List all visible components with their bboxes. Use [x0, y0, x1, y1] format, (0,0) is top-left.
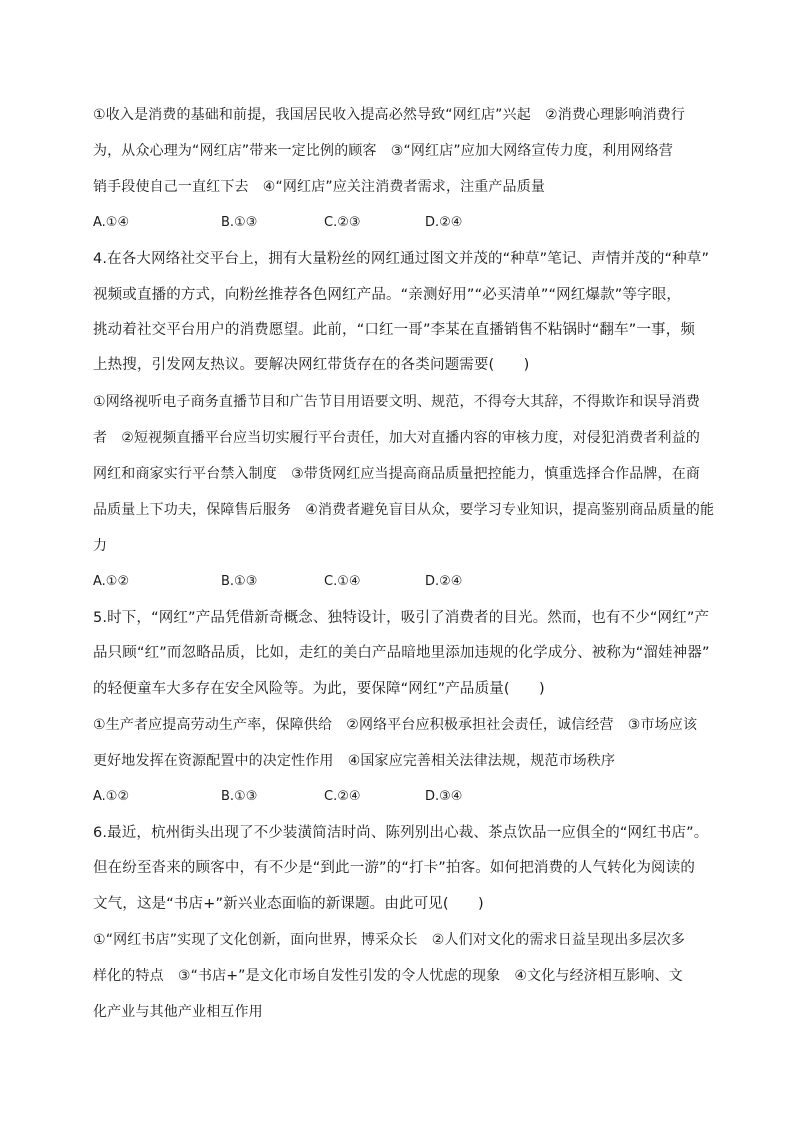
q3-option-d[interactable]: D.②④	[425, 215, 463, 230]
q4-stem-line: 挑动着社交平台用户的消费愿望。此前，“口红一哥”李某在直播销售不粘锅时“翻车”一事，频	[93, 322, 695, 338]
q4-option-b[interactable]: B.①③	[221, 574, 258, 589]
q3-statement-line: 销手段使自己一直红下去 ④“网红店”应关注消费者需求，注重产品质量	[93, 179, 546, 195]
q4-statement-line: 者 ②短视频直播平台应当切实履行平台责任，加大对直播内容的审核力度，对侵犯消费者利益的	[93, 430, 700, 446]
q3-option-b[interactable]: B.①③	[221, 215, 258, 230]
q5-stem-line: 5.时下，“网红”产品凭借新奇概念、独特设计，吸引了消费者的目光。然而，也有不少“网红”产	[93, 610, 710, 626]
q3-option-a[interactable]: A.①④	[93, 215, 130, 230]
q6-statement-line: 化产业与其他产业相互作用	[93, 1004, 263, 1020]
q4-stem-line: 视频或直播的方式，向粉丝推荐各色网红产品。“亲测好用”“必买清单”“网红爆款”等字眼，	[93, 287, 682, 303]
q6-stem-line: 但在纷至沓来的顾客中，有不少是“到此一游”的“打卡”拍客。如何把消费的人气转化为阅读的	[93, 860, 695, 876]
q5-option-a[interactable]: A.①②	[93, 789, 130, 804]
q4-statement-line: 品质量上下功夫，保障售后服务 ④消费者避免盲目从众，要学习专业知识，提高鉴别商品质量的能	[93, 502, 715, 518]
q5-option-b[interactable]: B.①③	[221, 789, 258, 804]
q3-statement-line: ①收入是消费的基础和前提，我国居民收入提高必然导致“网红店”兴起 ②消费心理影响消费行	[93, 107, 686, 123]
q4-option-d[interactable]: D.②④	[425, 574, 463, 589]
q5-statement-line: 更好地发挥在资源配置中的决定性作用 ④国家应完善相关法律法规，规范市场秩序	[93, 753, 616, 769]
q5-stem-line: 的轻便童车大多存在安全风险等。为此，要保障“网红”产品质量( )	[93, 681, 545, 697]
q6-stem-line: 6.最近，杭州街头出现了不少装潢简洁时尚、陈列别出心裁、茶点饮品一应俱全的“网红书店”。	[93, 825, 709, 841]
q3-statement-line: 为，从众心理为“网红店”带来一定比例的顾客 ③“网红店”应加大网络宣传力度，利用网络营	[93, 143, 674, 159]
q4-statement-line: ①网络视听电子商务直播节目和广告节目用语要文明、规范，不得夸大其辞，不得欺诈和误导消费	[93, 394, 700, 410]
q6-statement-line: 样化的特点 ③“书店+”是文化市场自发性引发的令人忧虑的现象 ④文化与经济相互影响、文	[93, 968, 683, 984]
q5-stem-line: 品只顾“红”而忽略品质，比如，走红的美白产品暗地里添加违规的化学成分、被称为“溜娃神器”	[93, 645, 710, 661]
q4-stem-line: 上热搜，引发网友热议。要解决网红带货存在的各类问题需要( )	[93, 357, 530, 373]
q5-option-d[interactable]: D.③④	[425, 789, 463, 804]
q4-option-c[interactable]: C.①④	[324, 574, 361, 589]
q3-option-c[interactable]: C.②③	[324, 215, 361, 230]
q5-option-c[interactable]: C.②④	[324, 789, 361, 804]
q6-stem-line: 文气，这是“书店+”新兴业态面临的新课题。由此可见( )	[93, 896, 484, 912]
q4-option-a[interactable]: A.①②	[93, 574, 130, 589]
q5-statement-line: ①生产者应提高劳动生产率，保障供给 ②网络平台应积极承担社会责任，诚信经营 ③市场应该	[93, 717, 698, 733]
q6-statement-line: ①“网红书店”实现了文化创新，面向世界，博采众长 ②人们对文化的需求日益呈现出多层次多	[93, 932, 686, 948]
q4-statement-line: 力	[93, 538, 108, 554]
q4-stem-line: 4.在各大网络社交平台上，拥有大量粉丝的网红通过图文并茂的“种草”笔记、声情并茂的“种草”	[93, 251, 710, 267]
q4-statement-line: 网红和商家实行平台禁入制度 ③带货网红应当提高商品质量把控能力，慎重选择合作品牌，在商	[93, 466, 700, 482]
